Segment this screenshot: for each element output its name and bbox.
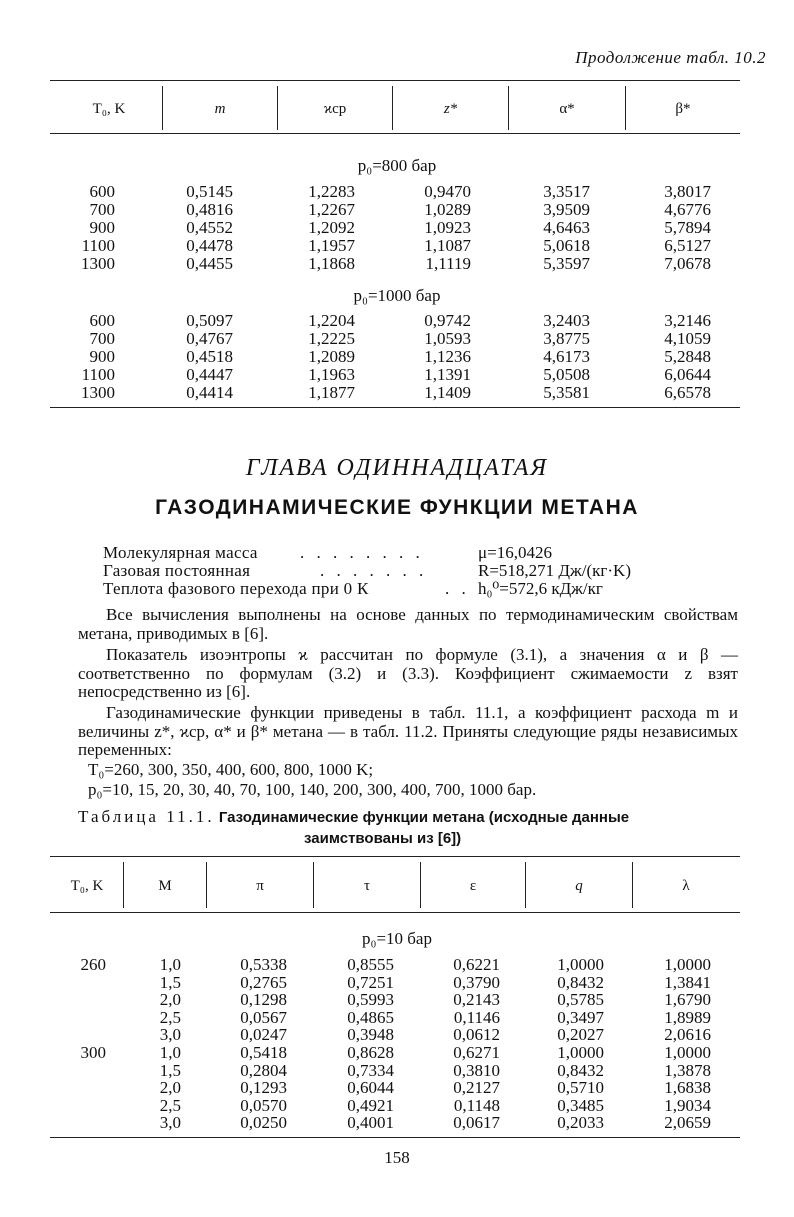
table-cell: 4,6776 xyxy=(664,200,711,219)
column-divider xyxy=(420,862,421,908)
column-divider xyxy=(508,86,509,130)
table-cell: 0,3485 xyxy=(557,1095,604,1115)
paragraph: Газодинамические функции приведены в табл. 11.1, а коэффициент расхода m и величины z*, ϰcp, α* и β* метана — в табл. 11.2. Приняты следующие ряды независимых переменных: xyxy=(78,703,738,759)
header-rule xyxy=(50,133,740,134)
table-cell: 0,8628 xyxy=(347,1043,394,1062)
table-cell: 1,1236 xyxy=(424,347,471,366)
table-row xyxy=(0,1097,794,1115)
table-cell: 6,5127 xyxy=(664,236,711,255)
table-cell: 3,2403 xyxy=(543,311,590,330)
table-row xyxy=(0,1044,794,1062)
table-11-1-caption xyxy=(78,807,738,849)
table-cell: 1,1409 xyxy=(424,383,471,402)
table-cell: 1,0 xyxy=(159,1043,181,1062)
table-cell: 1,1087 xyxy=(424,236,471,255)
variable-line-t0: T₀=260, 300, 350, 400, 600, 800, 1000 K; xyxy=(88,760,374,779)
property-dots: . . . . . . . . xyxy=(300,543,424,562)
column-divider xyxy=(525,862,526,908)
header-lambda: λ xyxy=(682,878,690,894)
header-pi: π xyxy=(256,878,264,894)
table-cell: 2,5 xyxy=(159,1095,181,1115)
table-cell: 1,0 xyxy=(159,955,181,974)
column-divider xyxy=(123,862,124,908)
table-cell: 1,0000 xyxy=(557,955,604,974)
table-cell: 0,4865 xyxy=(347,1007,394,1027)
table-cell: 0,1298 xyxy=(240,990,287,1010)
property-label: Молекулярная масса xyxy=(103,543,258,562)
table-top-rule xyxy=(50,80,740,81)
table-cell: 5,0618 xyxy=(543,236,590,255)
table-cell: 0,1148 xyxy=(453,1095,500,1115)
table-cell: 0,4552 xyxy=(186,218,233,237)
table-cell: 1,0923 xyxy=(424,218,471,237)
table-row xyxy=(0,219,794,237)
table-cell: 0,5418 xyxy=(240,1043,287,1062)
table-cell: 0,8432 xyxy=(557,1060,604,1080)
header-tau: τ xyxy=(363,878,371,894)
table-cell: 0,0570 xyxy=(240,1095,287,1115)
table-cell: 300 xyxy=(80,1043,106,1062)
table-cell: 0,4447 xyxy=(186,365,233,384)
table-cell: 1,0000 xyxy=(557,1043,604,1062)
table-row xyxy=(0,330,794,348)
table-cell: 1,1877 xyxy=(308,383,355,402)
table-cell: 4,6463 xyxy=(543,218,590,237)
table-cell: 1,1957 xyxy=(308,236,355,255)
table-cell: 0,7251 xyxy=(347,972,394,992)
table-cell: 1,1391 xyxy=(424,365,471,384)
table-cell: 600 xyxy=(89,311,115,330)
table-cell: 1,1868 xyxy=(308,254,355,273)
property-dots: . . . . . . . xyxy=(320,561,428,580)
table-cell: 0,9742 xyxy=(424,311,471,330)
property-label: Газовая постоянная xyxy=(103,561,251,580)
table-cell: 4,1059 xyxy=(664,329,711,348)
table-cell: 0,3810 xyxy=(453,1060,500,1080)
table-cell: 3,0 xyxy=(159,1113,181,1133)
column-divider xyxy=(277,86,278,130)
table-cell: 5,7894 xyxy=(664,218,711,237)
table-cell: 1100 xyxy=(81,236,115,255)
table-cell: 1,2283 xyxy=(308,182,355,201)
property-heat-of-transition xyxy=(0,579,794,598)
table-cell: 3,3517 xyxy=(543,182,590,201)
table-cell: 1,2092 xyxy=(308,218,355,237)
table-cell: 6,0644 xyxy=(664,365,711,384)
table-cell: 5,3597 xyxy=(543,254,590,273)
table-cell: 0,5785 xyxy=(557,990,604,1010)
table-cell: 1,2204 xyxy=(308,311,355,330)
column-divider xyxy=(313,862,314,908)
table-row xyxy=(0,1114,794,1132)
table-cell: 0,0567 xyxy=(240,1007,287,1027)
table-row xyxy=(0,974,794,992)
header-rule xyxy=(50,912,740,913)
table-cell: 0,9470 xyxy=(424,182,471,201)
table-cell: 3,0 xyxy=(159,1025,181,1045)
table-cell: 0,5145 xyxy=(186,182,233,201)
table-cell: 6,6578 xyxy=(664,383,711,402)
table-cell: 0,1293 xyxy=(240,1078,287,1098)
table-row xyxy=(0,1009,794,1027)
table-cell: 1300 xyxy=(81,383,115,402)
table-cell: 1,1119 xyxy=(425,254,471,273)
table-row xyxy=(0,366,794,384)
table-cell: 3,9509 xyxy=(543,200,590,219)
table-cell: 0,3948 xyxy=(347,1025,394,1045)
pressure-group-label: p₀=1000 бар xyxy=(353,286,441,305)
table-row xyxy=(0,1079,794,1097)
table-cell: 2,5 xyxy=(159,1007,181,1027)
table-cell: 1,1963 xyxy=(308,365,355,384)
table-cell: 2,0659 xyxy=(664,1113,711,1133)
header-m: m xyxy=(214,101,226,117)
header-epsilon: ε xyxy=(469,878,477,894)
table-row xyxy=(0,201,794,219)
table-cell: 0,2804 xyxy=(240,1060,287,1080)
column-divider xyxy=(392,86,393,130)
table-cell: 0,0250 xyxy=(240,1113,287,1133)
table-cell: 1,2089 xyxy=(308,347,355,366)
table-cell: 1,0000 xyxy=(664,1043,711,1062)
table-cell: 0,6271 xyxy=(453,1043,500,1062)
table-cell: 1,0000 xyxy=(664,955,711,974)
table-cell: 0,5710 xyxy=(557,1078,604,1098)
header-alpha-star: α* xyxy=(559,101,575,117)
header-z-star: z* xyxy=(443,101,458,117)
table-cell: 0,4455 xyxy=(186,254,233,273)
header-q: q xyxy=(575,878,583,894)
table-cell: 0,0617 xyxy=(453,1113,500,1133)
table-cell: 0,6044 xyxy=(347,1078,394,1098)
table-cell: 0,2765 xyxy=(240,972,287,992)
continuation-label: Продолжение табл. 10.2 xyxy=(575,48,766,67)
property-value: R=518,271 Дж/(кг·K) xyxy=(478,561,631,580)
table-row xyxy=(0,1062,794,1080)
table-cell: 3,2146 xyxy=(664,311,711,330)
table-cell: 0,4001 xyxy=(347,1113,394,1133)
header-kappa-cp: ϰcp xyxy=(323,101,347,117)
table-bottom-rule xyxy=(50,1137,740,1138)
table-cell: 260 xyxy=(80,955,106,974)
table-cell: 1,2267 xyxy=(308,200,355,219)
table-cell: 0,4767 xyxy=(186,329,233,348)
table-cell: 0,5993 xyxy=(347,990,394,1010)
table-row xyxy=(0,384,794,402)
table-cell: 1,3878 xyxy=(664,1060,711,1080)
table-cell: 900 xyxy=(89,347,115,366)
header-t0: T₀, K xyxy=(70,878,104,894)
table-row xyxy=(0,956,794,974)
table-cell: 0,0247 xyxy=(240,1025,287,1045)
property-molar-mass xyxy=(0,543,794,562)
table-cell: 2,0 xyxy=(159,990,181,1010)
column-divider xyxy=(625,86,626,130)
property-value: h₀⁰=572,6 кДж/кг xyxy=(478,579,603,598)
table-cell: 3,8775 xyxy=(543,329,590,348)
table-cell: 700 xyxy=(89,200,115,219)
table-row xyxy=(0,255,794,273)
table-cell: 2,0616 xyxy=(664,1025,711,1045)
table-cell: 5,2848 xyxy=(664,347,711,366)
table-cell: 1,6838 xyxy=(664,1078,711,1098)
table-cell: 0,4414 xyxy=(186,383,233,402)
table-cell: 0,2027 xyxy=(557,1025,604,1045)
table-cell: 0,1146 xyxy=(453,1007,500,1027)
variable-line-p0: p₀=10, 15, 20, 30, 40, 70, 100, 140, 200, 300, 400, 700, 1000 бар. xyxy=(88,780,537,799)
table-cell: 1,6790 xyxy=(664,990,711,1010)
pressure-group-label: p₀=10 бар xyxy=(362,929,432,948)
table-cell: 0,0612 xyxy=(453,1025,500,1045)
chapter-label: ГЛАВА ОДИННАДЦАТАЯ xyxy=(245,455,549,481)
table-cell: 1,8989 xyxy=(664,1007,711,1027)
caption-title: Газодинамические функции метана (исходные данные xyxy=(218,809,630,826)
table-cell: 0,8555 xyxy=(347,955,394,974)
property-label: Теплота фазового перехода при 0 К xyxy=(103,579,369,598)
property-dots: . . xyxy=(445,579,470,598)
table-row xyxy=(0,1026,794,1044)
table-row xyxy=(0,348,794,366)
table-cell: 1,9034 xyxy=(664,1095,711,1115)
table-row xyxy=(0,237,794,255)
table-cell: 1300 xyxy=(81,254,115,273)
table-cell: 2,0 xyxy=(159,1078,181,1098)
caption-label: Таблица 11.1. xyxy=(78,807,215,826)
table-cell: 0,2143 xyxy=(453,990,500,1010)
header-beta-star: β* xyxy=(675,101,691,117)
table-top-rule xyxy=(50,856,740,857)
chapter-title: ГАЗОДИНАМИЧЕСКИЕ ФУНКЦИИ МЕТАНА xyxy=(155,496,639,519)
table-cell: 0,2033 xyxy=(557,1113,604,1133)
table-cell: 1,3841 xyxy=(664,972,711,992)
table-cell: 1,5 xyxy=(159,1060,181,1080)
table-cell: 0,4816 xyxy=(186,200,233,219)
table-cell: 900 xyxy=(89,218,115,237)
property-gas-constant xyxy=(0,561,794,580)
table-cell: 5,3581 xyxy=(543,383,590,402)
table-cell: 0,6221 xyxy=(453,955,500,974)
table-cell: 0,3790 xyxy=(453,972,500,992)
table-cell: 600 xyxy=(89,182,115,201)
pressure-group-label: p₀=800 бар xyxy=(357,156,437,175)
table-row xyxy=(0,183,794,201)
table-cell: 1,0593 xyxy=(424,329,471,348)
table-bottom-rule xyxy=(50,407,740,408)
table-cell: 1,2225 xyxy=(308,329,355,348)
paragraph: Показатель изоэнтропы ϰ рассчитан по формуле (3.1), а значения α и β — соответственно по формулам (3.2) и (3.3). Коэффициент сжимаемости z взят непосредственно из [6]. xyxy=(78,645,738,701)
caption-title-continued: заимствованы из [6]) xyxy=(304,830,462,847)
page-number: 158 xyxy=(384,1148,410,1167)
table-cell: 7,0678 xyxy=(664,254,711,273)
table-row xyxy=(0,312,794,330)
table-cell: 3,8017 xyxy=(664,182,711,201)
column-divider xyxy=(162,86,163,130)
table-row xyxy=(0,991,794,1009)
table-cell: 0,3497 xyxy=(557,1007,604,1027)
column-divider xyxy=(632,862,633,908)
table-cell: 1100 xyxy=(81,365,115,384)
table-cell: 700 xyxy=(89,329,115,348)
table-cell: 0,4518 xyxy=(186,347,233,366)
table-cell: 0,5338 xyxy=(240,955,287,974)
table-cell: 1,0289 xyxy=(424,200,471,219)
table-cell: 1,5 xyxy=(159,972,181,992)
column-divider xyxy=(206,862,207,908)
table-cell: 4,6173 xyxy=(543,347,590,366)
table-cell: 0,4478 xyxy=(186,236,233,255)
table-cell: 0,4921 xyxy=(347,1095,394,1115)
table-cell: 0,8432 xyxy=(557,972,604,992)
header-mach: M xyxy=(158,878,172,894)
table-cell: 0,2127 xyxy=(453,1078,500,1098)
table-cell: 0,5097 xyxy=(186,311,233,330)
table-cell: 0,7334 xyxy=(347,1060,394,1080)
paragraph: Все вычисления выполнены на основе данных по термодинамическим свойствам метана, приводимых в [6]. xyxy=(78,605,738,643)
property-value: μ=16,0426 xyxy=(478,543,552,562)
header-t0: T₀, K xyxy=(92,101,126,117)
table-cell: 5,0508 xyxy=(543,365,590,384)
